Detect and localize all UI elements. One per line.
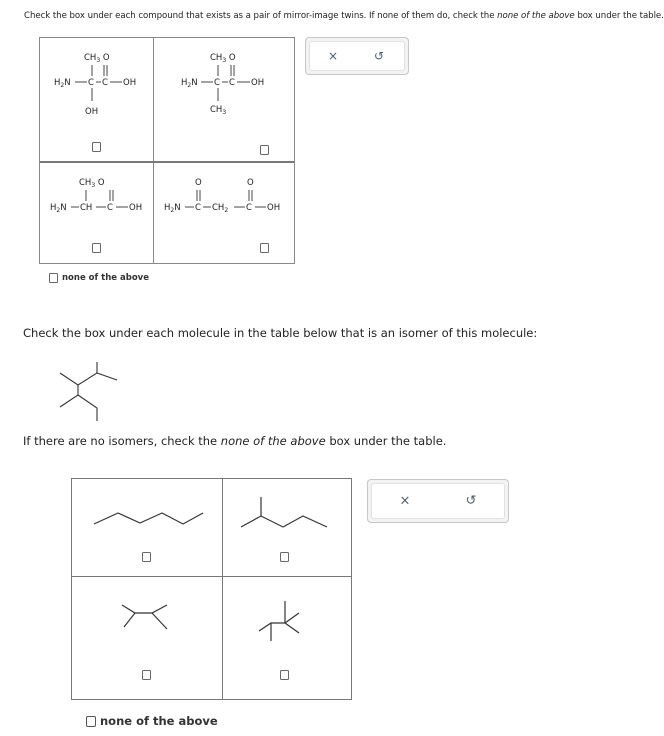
q2-none-checkbox[interactable] — [86, 716, 96, 727]
svg-text:H2N: $H_2N$ — [54, 78, 71, 89]
q2-action-panel — [367, 479, 509, 523]
svg-text:C: C — [229, 78, 235, 88]
isomer-4-checkbox[interactable] — [280, 670, 289, 680]
structure-alanine — [40, 163, 153, 238]
target-molecule-structure — [55, 353, 135, 423]
no-iso-text: If there are no isomers, check the — [23, 434, 221, 448]
compound-cell-3 — [40, 163, 153, 263]
isomer-3-checkbox[interactable] — [142, 670, 151, 680]
question1-instruction — [24, 11, 664, 21]
compound-cell-4 — [154, 163, 294, 263]
structure-methylpentane — [223, 479, 351, 549]
q2-none-label: none of the above — [100, 714, 218, 728]
svg-text:OH: OH — [123, 78, 137, 88]
svg-text:O: O — [247, 178, 254, 188]
svg-text:OH: OH — [267, 203, 281, 213]
q1-action-panel — [305, 37, 409, 75]
q2-action-inner — [371, 483, 505, 519]
q2-none-option[interactable] — [86, 714, 218, 728]
svg-text:C: C — [214, 78, 220, 88]
svg-text:H2N: $H_2N$ — [50, 203, 67, 214]
compound-4-checkbox[interactable] — [260, 243, 269, 253]
compound-2-checkbox[interactable] — [260, 145, 269, 155]
svg-text:CH: CH — [80, 203, 93, 213]
structure-amino-dicarbonyl — [154, 163, 294, 238]
svg-text:CH2: $CH_2$ — [212, 203, 229, 214]
close-icon[interactable]: × — [399, 493, 411, 509]
svg-text:CH3 O: $CH_3$ O — [210, 53, 236, 64]
compound-cell-2 — [154, 38, 294, 161]
isomer-cell-4 — [223, 577, 351, 699]
q1-none-checkbox[interactable] — [49, 273, 58, 283]
svg-text:H2N: $H_2N$ — [181, 78, 198, 89]
structure-dimethylbutane-alt — [223, 577, 351, 662]
isomer-cell-1 — [72, 479, 222, 576]
question2-prompt: Check the box under each molecule in the table below that is an isomer of this molecule: — [23, 326, 538, 340]
instruction-text: Check the box under each compound that exists as a pair of mirror-image twins. If none of them do, check the — [24, 11, 498, 21]
close-icon[interactable]: × — [327, 49, 339, 63]
no-iso-emphasis: none of the above — [220, 434, 326, 448]
svg-text:C: C — [107, 203, 113, 213]
svg-text:OH: OH — [85, 107, 99, 117]
svg-text:H2N: $H_2N$ — [164, 203, 181, 214]
compound-cell-1 — [40, 38, 153, 161]
question2-no-isomer-instruction — [23, 434, 446, 448]
compound-table — [39, 37, 295, 264]
svg-text:O: O — [195, 178, 202, 188]
svg-text:C: C — [102, 78, 108, 88]
svg-text:C: C — [195, 203, 201, 213]
svg-text:CH3 O: $CH_3$ O — [79, 178, 105, 189]
svg-text:OH: OH — [129, 203, 143, 213]
svg-text:C: C — [88, 78, 94, 88]
undo-icon[interactable]: ↺ — [373, 49, 385, 63]
isomer-1-checkbox[interactable] — [142, 552, 151, 562]
svg-text:C: C — [246, 203, 252, 213]
structure-amino-hydroxy-acid — [40, 38, 153, 138]
no-iso-text-end: box under the table. — [325, 434, 447, 448]
compound-1-checkbox[interactable] — [92, 142, 101, 152]
q1-none-label: none of the above — [62, 273, 149, 283]
structure-dimethylbutane — [72, 577, 222, 662]
svg-text:CH3: $CH_3$ — [210, 105, 227, 116]
svg-text:CH3 O: $CH_3$ O — [84, 53, 110, 64]
compound-3-checkbox[interactable] — [92, 243, 101, 253]
instruction-text-end: box under the table. — [574, 11, 664, 21]
isomer-2-checkbox[interactable] — [280, 552, 289, 562]
isomer-cell-2 — [223, 479, 351, 576]
q1-action-inner — [309, 41, 405, 71]
svg-text:OH: OH — [251, 78, 265, 88]
instruction-emphasis: none of the above — [497, 11, 575, 21]
isomer-table — [71, 478, 352, 700]
structure-hexane — [72, 479, 222, 549]
undo-icon[interactable]: ↺ — [465, 493, 477, 509]
structure-amino-methyl-acid — [154, 38, 294, 138]
isomer-cell-3 — [72, 577, 222, 699]
q1-none-option[interactable] — [49, 273, 149, 283]
